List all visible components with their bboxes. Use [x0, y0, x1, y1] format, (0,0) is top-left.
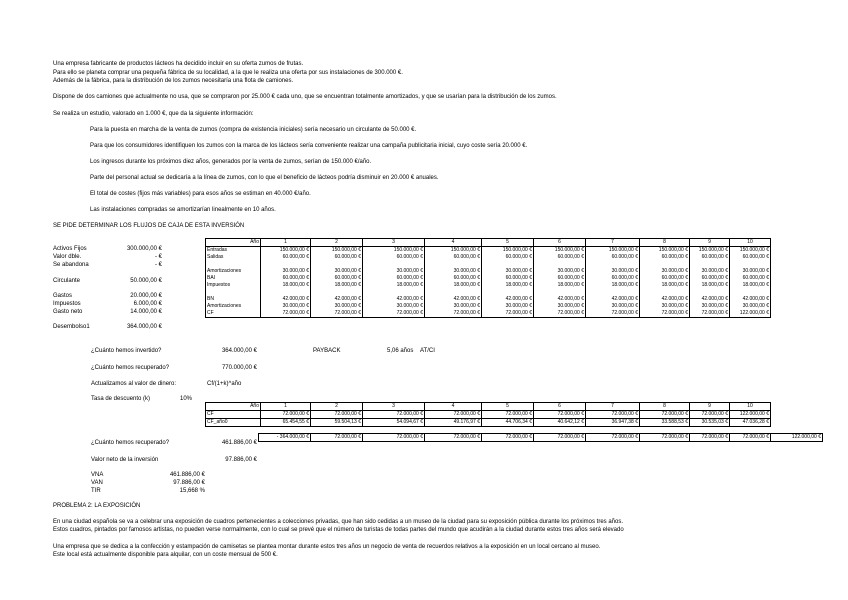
table-cell: 54.094,67 €: [363, 419, 425, 427]
table-cell: 18.000,00 €: [363, 282, 425, 289]
table-cell: 42.000,00 €: [261, 296, 311, 303]
table-cell: 40.642,12 €: [534, 419, 586, 427]
year-header: 3: [363, 239, 425, 247]
table-cell: 30.000,00 €: [261, 303, 311, 310]
table-cell: 42.000,00 €: [425, 296, 482, 303]
table-cell: 33.588,53 €: [640, 419, 690, 427]
year-header: 10: [730, 239, 771, 247]
intro-line-4: Dispone de dos camiones que actualmente no usa, que se compraron por 25.000 € cada uno, que se encuentran totalmente amortizados, y que se usarían para la distribución de los zumos.: [53, 94, 557, 100]
table-cell: 150.000,00 €: [261, 247, 311, 255]
study-item: El total de costes (fijos más variables) para esos años se estiman en 40.000 €/año.: [90, 191, 311, 197]
table-row: [206, 310, 771, 318]
table-cell: [640, 261, 690, 268]
table-cell: - 364.000,00 €: [259, 434, 311, 442]
row-label: CF: [206, 411, 261, 419]
table-cell: 30.000,00 €: [730, 268, 771, 275]
table-cell: 30.000,00 €: [425, 303, 482, 310]
table-cell: 42.000,00 €: [586, 296, 640, 303]
metric-label: VNA: [91, 472, 104, 478]
problem2-paragraph: Una empresa que se dedica a la confección y estampación de camisetas se plantea montar durante estos tres años un negocio de venta de recuerdos relativos a la exposición en un local cercano al museo.: [53, 544, 601, 550]
table-cell: 30.000,00 €: [482, 268, 534, 275]
question-recovered: ¿Cuánto hemos recuperado?: [91, 365, 170, 371]
table-cell: 18.000,00 €: [425, 282, 482, 289]
table-cell: 60.000,00 €: [690, 254, 730, 261]
table-cell: 72.000,00 €: [425, 310, 482, 318]
left-item-value: - €: [154, 262, 162, 268]
question-invested: ¿Cuánto hemos invertido?: [91, 348, 162, 354]
problem2-paragraph: Estos cuadros, pintados por famosos artistas, no pueden verse normalmente, con lo cual se prevé que el número de turistas de todas partes del mundo que acudirán a la ciudad durante estos tres años será elevado: [53, 527, 624, 533]
left-item-value: 50.000,00 €: [130, 278, 162, 284]
table-row: [206, 254, 771, 261]
table-cell: 30.000,00 €: [425, 268, 482, 275]
table-cell: 72.000,00 €: [534, 310, 586, 318]
table-cell: 30.000,00 €: [363, 303, 425, 310]
discount-value: 10%: [180, 396, 193, 402]
table-cell: 72.000,00 €: [311, 411, 363, 419]
study-item: Las instalaciones compradas se amortizarían linealmente en 10 años.: [90, 207, 276, 213]
table-cell: 30.000,00 €: [534, 268, 586, 275]
table-row: [206, 268, 771, 275]
table-cell: 72.000,00 €: [425, 411, 482, 419]
study-item: Para la puesta en marcha de la venta de zumos (compra de existencia iniciales) sería necesario un circulante de 50.000 €.: [90, 127, 417, 133]
table-cell: 72.000,00 €: [730, 434, 771, 442]
table-cell: [425, 261, 482, 268]
table-cell: 72.000,00 €: [690, 434, 730, 442]
table-cell: 60.000,00 €: [311, 275, 363, 282]
table-cell: 72.000,00 €: [261, 411, 311, 419]
table-cell: 30.000,00 €: [586, 268, 640, 275]
metric-value: 461.886,00 €: [169, 472, 205, 478]
table-cell: 72.000,00 €: [363, 411, 425, 419]
table-cell: 150.000,00 €: [534, 247, 586, 255]
outer-cashflow-row: [258, 433, 823, 442]
table-cell: 18.000,00 €: [261, 282, 311, 289]
table-cell: 122.000,00 €: [771, 434, 823, 442]
year-header: 9: [690, 403, 730, 411]
year-header: 1: [261, 403, 311, 411]
table-cell: 60.000,00 €: [482, 275, 534, 282]
study-item: Para que los consumidores identifiquen los zumos con la marca de los lácteos sería conveniente realizar una campaña publicitaria inicial, cuyo coste sería 20.000 €.: [90, 143, 528, 149]
table-cell: [482, 289, 534, 296]
left-item-label: Circulante: [53, 278, 81, 284]
left-item-label: Se abandona: [53, 262, 89, 268]
table-cell: 60.000,00 €: [534, 254, 586, 261]
year-header: 1: [261, 239, 311, 247]
table-cell: 18.000,00 €: [482, 282, 534, 289]
left-item-label: Valor dble.: [53, 254, 82, 260]
year-header: 7: [586, 239, 640, 247]
row-label: BAI: [206, 275, 261, 282]
row-label: Impuestos: [206, 282, 261, 289]
row-label: [206, 261, 261, 268]
table-cell: 42.000,00 €: [730, 296, 771, 303]
table-cell: [261, 289, 311, 296]
table-row: [206, 419, 771, 427]
left-item-value: - €: [154, 254, 162, 260]
table-cell: 60.000,00 €: [311, 254, 363, 261]
row-label: Amortizaciones: [206, 303, 261, 310]
table-cell: [534, 261, 586, 268]
table-cell: 60.000,00 €: [363, 254, 425, 261]
table-row: [206, 289, 771, 296]
problem2-title: PROBLEMA 2: LA EXPOSICIÓN: [53, 503, 141, 509]
year-header: 9: [690, 239, 730, 247]
table-cell: [482, 261, 534, 268]
table-cell: 60.000,00 €: [261, 254, 311, 261]
year-header: 6: [534, 403, 586, 411]
table-cell: 42.000,00 €: [363, 296, 425, 303]
table-cell: 30.000,00 €: [690, 303, 730, 310]
metric-value: 15,668 %: [179, 488, 205, 494]
table-cell: 72.000,00 €: [363, 310, 425, 318]
table-cell: [311, 261, 363, 268]
payback-value: 5,06 años: [387, 348, 414, 354]
discount-table: [205, 402, 771, 427]
table-cell: [730, 289, 771, 296]
metric-value: 97.886,00 €: [173, 480, 205, 486]
problem2-paragraph: Este local está actualmente disponible para alquilar, con un coste mensual de 500 €.: [53, 552, 278, 558]
table-cell: 60.000,00 €: [534, 275, 586, 282]
table-cell: 36.947,38 €: [586, 419, 640, 427]
discount-label: Tasa de descuento (k): [91, 396, 151, 402]
table-cell: 30.535,03 €: [690, 419, 730, 427]
left-item-value: 364.000,00 €: [126, 324, 162, 330]
table-cell: 72.000,00 €: [482, 411, 534, 419]
table-cell: 42.000,00 €: [482, 296, 534, 303]
payback-note: AT/CI: [420, 348, 435, 354]
table-cell: 30.000,00 €: [730, 303, 771, 310]
table-cell: 72.000,00 €: [640, 310, 690, 318]
table-cell: 150.000,00 €: [640, 247, 690, 255]
metric-label: VAN: [91, 480, 103, 486]
net-value-label: Valor neto de la inversión: [91, 457, 159, 463]
row-label: Amortizaciones: [206, 268, 261, 275]
year-header: 8: [640, 403, 690, 411]
table-cell: [425, 289, 482, 296]
invested-value: 364.000,00 €: [221, 348, 257, 354]
table-cell: 72.000,00 €: [586, 411, 640, 419]
row-label: BN: [206, 296, 261, 303]
table-cell: 49.176,97 €: [425, 419, 482, 427]
row-label: Entradas: [206, 247, 261, 255]
table-cell: 72.000,00 €: [311, 434, 363, 442]
payback-label: PAYBACK: [313, 348, 341, 354]
table-row: [206, 275, 771, 282]
table-cell: 30.000,00 €: [690, 268, 730, 275]
table-cell: 60.000,00 €: [730, 254, 771, 261]
table-cell: 122.000,00 €: [730, 411, 771, 419]
table-cell: 72.000,00 €: [482, 434, 534, 442]
table-cell: 30.000,00 €: [640, 303, 690, 310]
row-label: Salidas: [206, 254, 261, 261]
table-row: [206, 411, 771, 419]
left-item-label: Gastos: [53, 293, 73, 299]
table-cell: 150.000,00 €: [425, 247, 482, 255]
year-header: 3: [363, 403, 425, 411]
table-cell: 18.000,00 €: [690, 282, 730, 289]
row-label: CF: [206, 310, 261, 318]
table-cell: [534, 289, 586, 296]
row-label: [206, 289, 261, 296]
actualize-label: Actualizamos al valor de dinero:: [91, 381, 177, 387]
table-cell: [586, 261, 640, 268]
table-cell: 60.000,00 €: [640, 275, 690, 282]
table-row: [206, 247, 771, 255]
table-cell: 18.000,00 €: [640, 282, 690, 289]
year-header: 10: [730, 403, 771, 411]
table-cell: 18.000,00 €: [586, 282, 640, 289]
intro-line-1: Una empresa fabricante de productos lácteos ha decidido incluir en su oferta zumos de frutas.: [53, 61, 304, 67]
table-cell: 72.000,00 €: [534, 411, 586, 419]
left-item-value: 20.000,00 €: [130, 293, 162, 299]
table-cell: 122.000,00 €: [730, 310, 771, 318]
table-cell: 42.000,00 €: [534, 296, 586, 303]
actualize-formula: Cf/(1+k)^año: [207, 381, 242, 387]
table-cell: 60.000,00 €: [586, 254, 640, 261]
table-cell: 60.000,00 €: [640, 254, 690, 261]
left-item-value: 6.000,00 €: [133, 301, 162, 307]
table-cell: 30.000,00 €: [311, 268, 363, 275]
table-cell: 42.000,00 €: [311, 296, 363, 303]
year-header: 5: [482, 403, 534, 411]
study-item: Parte del personal actual se dedicaría a la línea de zumos, con lo que el beneficio de lácteos podría disminuir en 20.000 € anuales.: [90, 175, 439, 181]
table-cell: 60.000,00 €: [690, 275, 730, 282]
table-row: [206, 296, 771, 303]
intro-line-2: Para ello se planeta comprar una pequeña fábrica de su localidad, a la que le realiza una oferta por sus instalaciones de 300.000 €.: [53, 70, 403, 76]
table-cell: [363, 289, 425, 296]
table-cell: 60.000,00 €: [730, 275, 771, 282]
table-cell: 60.000,00 €: [363, 275, 425, 282]
table-cell: 60.000,00 €: [425, 254, 482, 261]
year-header: 5: [482, 239, 534, 247]
table-cell: [363, 261, 425, 268]
study-item: Los ingresos durante los próximos diez años, generados por la venta de zumos, serían de 150.000 €/año.: [90, 159, 372, 165]
table-cell: 150.000,00 €: [482, 247, 534, 255]
table-cell: 72.000,00 €: [586, 310, 640, 318]
year-header: 2: [311, 403, 363, 411]
table-cell: 42.000,00 €: [640, 296, 690, 303]
table-cell: 72.000,00 €: [311, 310, 363, 318]
table-cell: 65.454,55 €: [261, 419, 311, 427]
table-cell: 60.000,00 €: [425, 275, 482, 282]
table-row: [206, 303, 771, 310]
table-cell: 150.000,00 €: [363, 247, 425, 255]
year-header: 6: [534, 239, 586, 247]
table-cell: 44.706,34 €: [482, 419, 534, 427]
intro-line-5: Se realiza un estudio, valorado en 1.000 €, que da la siguiente información:: [53, 111, 254, 117]
table-cell: [261, 261, 311, 268]
intro-line-3: Además de la fábrica, para la distribución de los zumos necesitaría una flota de camiones.: [53, 78, 294, 84]
table-cell: 72.000,00 €: [425, 434, 482, 442]
table-cell: 72.000,00 €: [640, 411, 690, 419]
table-cell: 72.000,00 €: [690, 411, 730, 419]
table-cell: [690, 261, 730, 268]
table-cell: 60.000,00 €: [482, 254, 534, 261]
year-label: Año: [206, 403, 261, 411]
table-cell: [586, 289, 640, 296]
question-recovered-2: ¿Cuánto hemos recuperado?: [91, 440, 170, 446]
left-item-label: Impuestos: [53, 301, 81, 307]
left-item-label: Desembolso1: [53, 324, 90, 330]
table-cell: 150.000,00 €: [730, 247, 771, 255]
table-cell: 60.000,00 €: [586, 275, 640, 282]
net-value: 97.886,00 €: [225, 457, 257, 463]
table-cell: 150.000,00 €: [586, 247, 640, 255]
table-cell: 72.000,00 €: [482, 310, 534, 318]
table-cell: 150.000,00 €: [690, 247, 730, 255]
cashflow-table: [205, 238, 771, 318]
year-header: 7: [586, 403, 640, 411]
table-cell: 30.000,00 €: [261, 268, 311, 275]
table-cell: [640, 289, 690, 296]
table-cell: 30.000,00 €: [363, 268, 425, 275]
table-cell: 18.000,00 €: [311, 282, 363, 289]
row-label: CF_año0: [206, 419, 261, 427]
year-header: 8: [640, 239, 690, 247]
table-cell: [690, 289, 730, 296]
table-cell: 72.000,00 €: [586, 434, 640, 442]
table-cell: 18.000,00 €: [730, 282, 771, 289]
table-cell: 72.000,00 €: [690, 310, 730, 318]
table-cell: 150.000,00 €: [311, 247, 363, 255]
table-cell: 30.000,00 €: [586, 303, 640, 310]
year-header: 4: [425, 403, 482, 411]
table-cell: 47.036,28 €: [730, 419, 771, 427]
recovered-2-value: 461.886,00 €: [221, 440, 257, 446]
table-cell: 30.000,00 €: [640, 268, 690, 275]
table-cell: 59.504,13 €: [311, 419, 363, 427]
table-cell: 18.000,00 €: [534, 282, 586, 289]
left-item-label: Activos Fijos: [53, 246, 87, 252]
left-item-label: Gasto neto: [53, 309, 83, 315]
table-cell: 30.000,00 €: [482, 303, 534, 310]
section-title: SE PIDE DETERMINAR LOS FLUJOS DE CAJA DE ESTA INVERSIÓN: [53, 223, 245, 229]
table-cell: 30.000,00 €: [311, 303, 363, 310]
table-cell: 30.000,00 €: [534, 303, 586, 310]
table-cell: [730, 261, 771, 268]
recovered-value: 770.000,00 €: [221, 365, 257, 371]
left-item-value: 300.000,00 €: [126, 246, 162, 252]
table-cell: 60.000,00 €: [261, 275, 311, 282]
table-cell: 72.000,00 €: [534, 434, 586, 442]
table-cell: 72.000,00 €: [363, 434, 425, 442]
problem2-paragraph: En una ciudad española se va a celebrar una exposición de cuadros pertenecientes a colecciones privadas, que han sido cedidas a un museo de la ciudad para su exposición pública durante los próximos tres años.: [53, 519, 624, 525]
year-header: 4: [425, 239, 482, 247]
table-cell: 42.000,00 €: [690, 296, 730, 303]
table-row: [206, 261, 771, 268]
metric-label: TIR: [91, 488, 101, 494]
year-label: Año: [206, 239, 261, 247]
table-cell: 72.000,00 €: [261, 310, 311, 318]
table-cell: 72.000,00 €: [640, 434, 690, 442]
left-item-value: 14.000,00 €: [130, 309, 162, 315]
year-header: 2: [311, 239, 363, 247]
table-row: [206, 282, 771, 289]
table-cell: [311, 289, 363, 296]
